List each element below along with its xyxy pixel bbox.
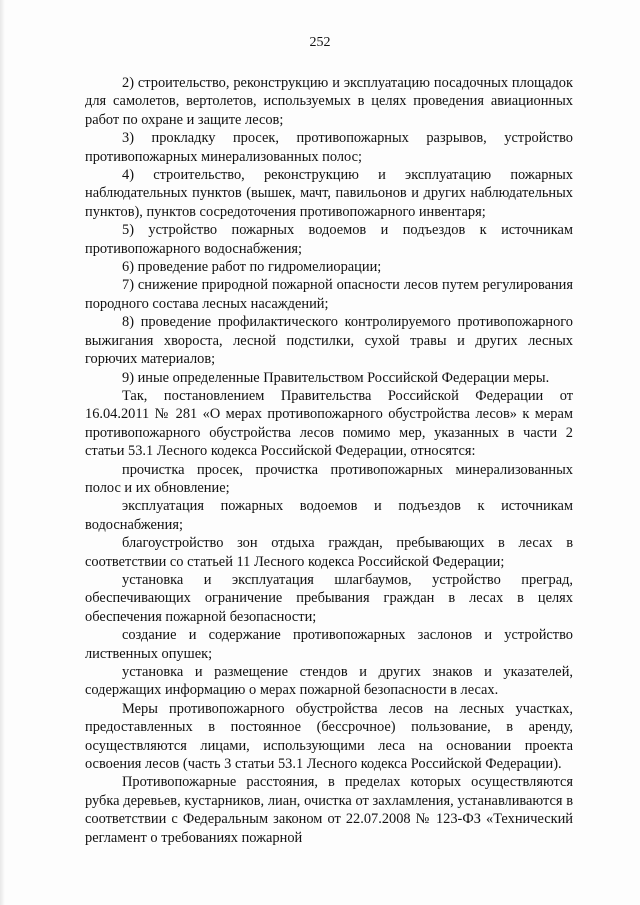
paragraph-measure-3: благоустройство зон отдыха граждан, пребывающих в лесах в соответствии со статьей 11 Лесного кодекса Российской Федерации;: [85, 535, 573, 570]
paragraph-item-9: 9) иные определенные Правительством Российской Федерации меры.: [122, 369, 550, 386]
paragraph-measure-1: прочистка просек, прочистка противопожарных минерализованных полос и их обновление;: [85, 461, 573, 496]
page-number: 252: [309, 35, 331, 50]
paragraph-item-5: 5) устройство пожарных водоемов и подъездов к источникам противопожарного водоснабжения;: [85, 222, 573, 257]
paragraph-item-2: 2) строительство, реконструкцию и эксплуатацию посадочных площадок для самолетов, вертолетов, используемых в целях проведения авиационных работ по охране и защите лесов;: [85, 75, 573, 128]
paragraph-item-4: 4) строительство, реконструкцию и эксплуатацию пожарных наблюдательных пунктов (вышек, мачт, павильонов и других наблюдательных пунктов), пунктов сосредоточения противопожарного инвентаря;: [85, 167, 573, 220]
paragraph-measure-2: эксплуатация пожарных водоемов и подъездов к источникам водоснабжения;: [85, 498, 573, 533]
paragraph-lease-measures: Меры противопожарного обустройства лесов на лесных участках, предоставленных в постоянное (бессрочное) пользование, в аренду, осуществляются лицами, использующими леса на основании проекта освоения лесов (часть 3 статьи 53.1 Лесного кодекса Российской Федерации).: [85, 700, 573, 773]
paragraph-resolution: Так, постановлением Правительства Российской Федерации от 16.04.2011 № 281 «О мерах противопожарного обустройства лесов» к мерам противопожарного обустройства лесов помимо мер, указанных в части 2 статьи 53.1 Лесного кодекса Российской Федерации, относятся:: [85, 387, 573, 460]
paragraph-item-3: 3) прокладку просек, противопожарных разрывов, устройство противопожарных минерализованных полос;: [85, 130, 573, 165]
paragraph-item-6: 6) проведение работ по гидромелиорации;: [122, 259, 382, 276]
paragraph-measure-4: установка и эксплуатация шлагбаумов, устройство преград, обеспечивающих ограничение пребывания граждан в лесах в целях обеспечения пожарной безопасности;: [85, 571, 573, 625]
paragraph-fire-distances: Противопожарные расстояния, в пределах которых осуществляются рубка деревьев, кустарников, лиан, очистка от захламления, устанавливаются в соответствии с Федеральным законом от 22.07.2008 № 123-ФЗ «Технический регламент о требованиях пожарной: [85, 774, 573, 846]
body-text: [85, 74, 573, 847]
scan-edge: [0, 0, 5, 905]
paragraph-measure-5: создание и содержание противопожарных заслонов и устройство лиственных опушек;: [85, 627, 573, 662]
paragraph-item-8: 8) проведение профилактического контролируемого противопожарного выжигания хвороста, лесной подстилки, сухой травы и других лесных горючих материалов;: [85, 314, 573, 368]
paragraph-measure-6: установка и размещение стендов и других знаков и указателей, содержащих информацию о мерах пожарной безопасности в лесах.: [85, 664, 573, 699]
paragraph-item-7: 7) снижение природной пожарной опасности лесов путем регулирования породного состава лесных насаждений;: [85, 277, 573, 312]
